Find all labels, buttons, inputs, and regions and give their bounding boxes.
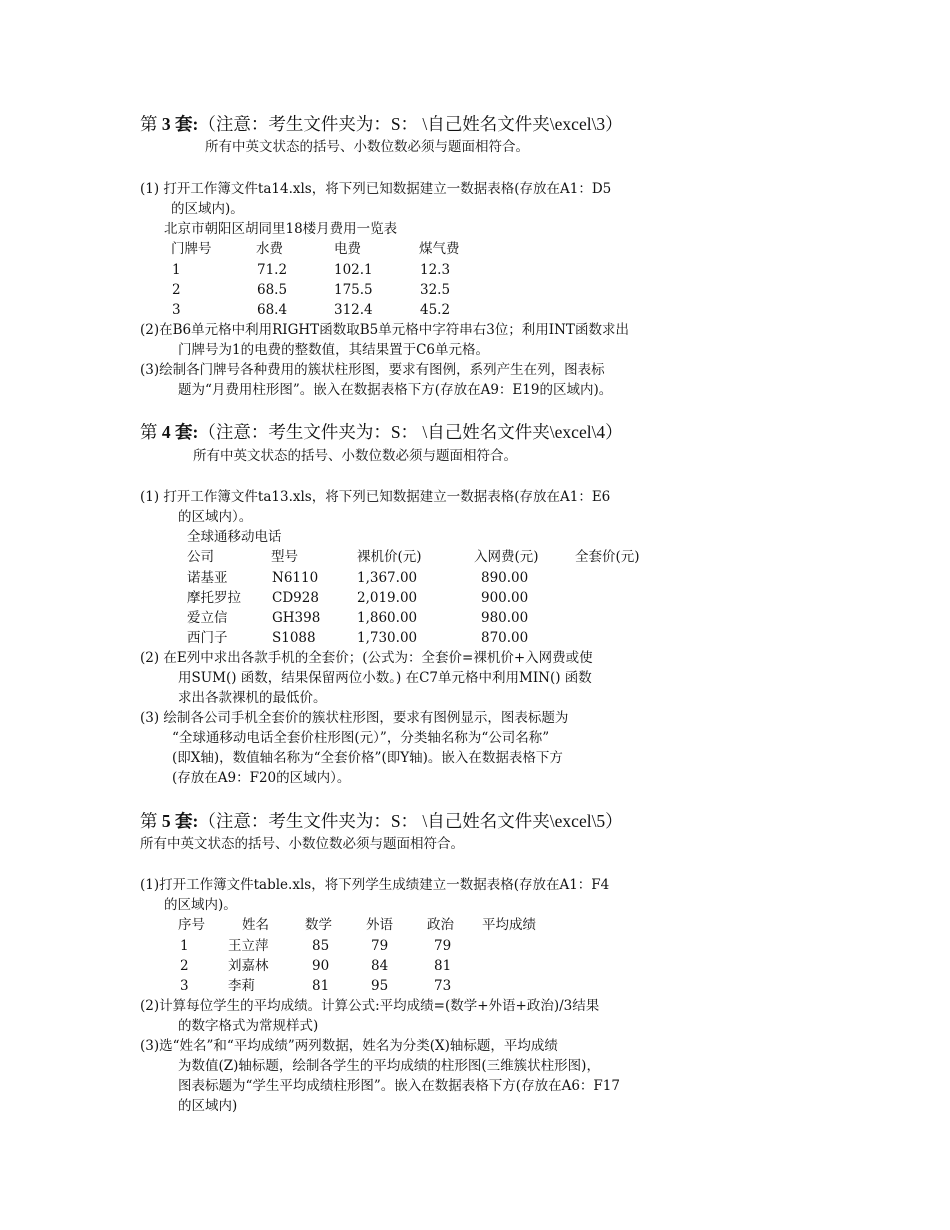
set3-header-cell: 电费	[334, 241, 361, 257]
set5-q1-line2: 的区域内)。	[164, 897, 237, 913]
set4-q1-line2: 的区域内）。	[178, 509, 253, 525]
set4-q3-line1: (3) 绘制各公司手机全套价的簇状柱形图，要求有图例显示，图表标题为	[140, 710, 569, 726]
set3-table-cell: 312.4	[334, 302, 373, 318]
set5-q3-line4: 的区域内)	[178, 1098, 238, 1114]
set4-intro: 所有中英文状态的括号、小数位数必须与题面相符合。	[193, 448, 517, 464]
set3-intro: 所有中英文状态的括号、小数位数必须与题面相符合。	[205, 139, 529, 155]
set5-table-cell: 王立萍	[228, 938, 269, 954]
set5-table-cell: 84	[371, 958, 389, 974]
set3-q1-line1: (1) 打开工作簿文件ta14.xls，将下列已知数据建立一数据表格(存放在A1：D5	[140, 181, 612, 197]
set3-table-cell: 3	[172, 302, 181, 318]
set4-q3-line3: (即X轴)，数值轴名称为“全套价格”(即Y轴)。嵌入在数据表格下方	[172, 750, 563, 766]
set5-heading: 第 5 套:（注意：考生文件夹为：S： \自己姓名文件夹\excel\5）	[140, 811, 623, 831]
set5-intro: 所有中英文状态的括号、小数位数必须与题面相符合。	[140, 836, 464, 852]
set3-table-cell: 175.5	[334, 282, 373, 298]
set4-table-cell: 1,730.00	[357, 630, 418, 646]
set5-header-cell: 数学	[305, 917, 332, 933]
set5-table-cell: 2	[180, 958, 189, 974]
set5-header-cell: 序号	[178, 917, 205, 933]
set4-table-title: 全球通移动电话	[187, 529, 282, 545]
set3-table-cell: 12.3	[420, 262, 451, 278]
set5-q3-line1: (3)选“姓名”和“平均成绩”两列数据，姓名为分类(X)轴标题，平均成绩	[140, 1038, 558, 1054]
set3-q3-line2: 题为“月费用柱形图”。嵌入在数据表格下方(存放在A9：E19的区域内)。	[178, 382, 613, 398]
set4-table-cell: 870.00	[481, 630, 529, 646]
set5-header-cell: 政治	[427, 917, 454, 933]
set4-q3-line4: (存放在A9：F20的区域内）。	[172, 770, 351, 786]
set4-header-cell: 公司	[187, 549, 214, 565]
set4-header-cell: 入网费(元)	[474, 549, 539, 565]
set4-table-cell: 1,860.00	[357, 610, 418, 626]
set5-table-cell: 1	[180, 938, 189, 954]
set5-q3-line2: 为数值(Z)轴标题，绘制各学生的平均成绩的柱形图(三维簇状柱形图)，	[178, 1058, 600, 1074]
set4-table-cell: 爱立信	[187, 610, 228, 626]
set5-table-cell: 90	[312, 958, 330, 974]
set3-table-cell: 71.2	[257, 262, 288, 278]
set3-table-cell: 1	[172, 262, 181, 278]
set4-table-cell: CD928	[272, 590, 319, 606]
set5-table-cell: 73	[434, 978, 452, 994]
set5-table-cell: 79	[434, 938, 452, 954]
set4-heading: 第 4 套:（注意：考生文件夹为：S： \自己姓名文件夹\excel\4）	[140, 422, 623, 442]
set3-table-cell: 68.4	[257, 302, 288, 318]
set4-table-cell: 摩托罗拉	[187, 590, 241, 606]
set4-table-cell: GH398	[272, 610, 321, 626]
set3-q3-line1: (3)绘制各门牌号各种费用的簇状柱形图，要求有图例，系列产生在列，图表标	[140, 362, 605, 378]
set4-header-cell: 型号	[271, 549, 298, 565]
set4-table-cell: N6110	[272, 570, 319, 586]
set4-table-cell: 西门子	[187, 630, 228, 646]
set5-q3-line3: 图表标题为“学生平均成绩柱形图”。嵌入在数据表格下方(存放在A6：F17	[178, 1078, 620, 1094]
set4-table-cell: 2,019.00	[357, 590, 418, 606]
set3-header-cell: 煤气费	[419, 241, 460, 257]
set3-header-cell: 水费	[256, 241, 283, 257]
set3-heading: 第 3 套:（注意：考生文件夹为：S： \自己姓名文件夹\excel\3）	[140, 114, 623, 134]
set3-table-cell: 32.5	[420, 282, 451, 298]
set4-q3-line2: “全球通移动电话全套价柱形图(元）”，分类轴名称为“公司名称”	[172, 730, 550, 746]
set3-q2-line2: 门牌号为1的电费的整数值，其结果置于C6单元格。	[178, 342, 490, 358]
set5-table-cell: 3	[180, 978, 189, 994]
set5-table-cell: 85	[312, 938, 330, 954]
set4-table-cell: 900.00	[481, 590, 529, 606]
set4-table-cell: 诺基亚	[187, 570, 228, 586]
set4-table-cell: S1088	[272, 630, 316, 646]
set4-header-cell: 全套价(元)	[575, 549, 640, 565]
set5-q1-line1: (1)打开工作簿文件table.xls，将下列学生成绩建立一数据表格(存放在A1：F4	[140, 877, 610, 893]
set4-q1-line1: (1) 打开工作簿文件ta13.xls，将下列已知数据建立一数据表格(存放在A1：E6	[140, 489, 611, 505]
set3-q1-line2: 的区域内)。	[171, 201, 244, 217]
set3-table-title: 北京市朝阳区胡同里18楼月费用一览表	[164, 221, 398, 237]
set5-table-cell: 81	[312, 978, 330, 994]
set4-table-cell: 980.00	[481, 610, 529, 626]
set5-header-cell: 姓名	[242, 917, 269, 933]
set5-table-cell: 79	[371, 938, 389, 954]
set5-table-cell: 李莉	[228, 978, 255, 994]
set5-header-cell: 平均成绩	[482, 917, 536, 933]
set5-q2-line2: 的数字格式为常规样式)	[178, 1018, 319, 1034]
set4-q2-line2: 用SUM() 函数，结果保留两位小数。) 在C7单元格中利用MIN() 函数	[178, 670, 592, 686]
set3-table-cell: 102.1	[334, 262, 373, 278]
set5-table-cell: 95	[371, 978, 389, 994]
set4-header-cell: 裸机价(元)	[357, 549, 422, 565]
set4-table-cell: 890.00	[481, 570, 529, 586]
set5-q2-line1: (2)计算每位学生的平均成绩。计算公式:平均成绩=(数学+外语+政治)/3结果	[140, 998, 600, 1014]
set4-table-cell: 1,367.00	[357, 570, 418, 586]
set4-q2-line3: 求出各款裸机的最低价。	[178, 690, 327, 706]
set5-header-cell: 外语	[366, 917, 393, 933]
set3-table-cell: 68.5	[257, 282, 288, 298]
set4-q2-line1: (2) 在E列中求出各款手机的全套价；(公式为：全套价=裸机价+入网费或使	[140, 650, 593, 666]
set3-q2-line1: (2)在B6单元格中利用RIGHT函数取B5单元格中字符串右3位；利用INT函数求出	[140, 322, 629, 338]
set3-table-cell: 45.2	[420, 302, 451, 318]
set3-header-cell: 门牌号	[171, 241, 212, 257]
set5-table-cell: 刘嘉林	[228, 958, 269, 974]
set5-table-cell: 81	[434, 958, 452, 974]
set3-table-cell: 2	[172, 282, 181, 298]
